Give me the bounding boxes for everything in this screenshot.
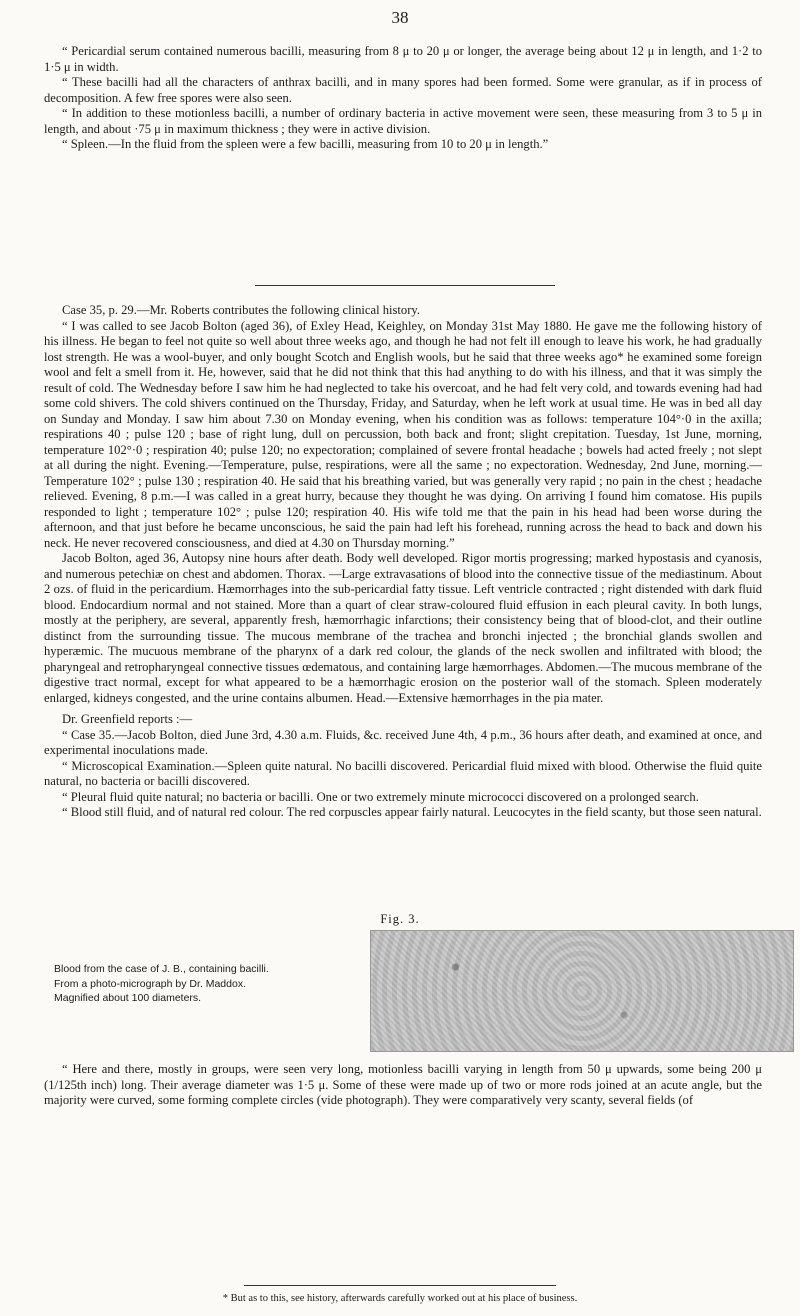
paragraph: “ In addition to these motionless bacilli, a number of ordinary bacteria in active movement were seen, these measuring from 3 to 5 μ in length, and about ·75 μ in maximum thickness ; they were in active division. [44,106,762,136]
footnote: * But as to this, see history, afterwards carefully worked out at his place of business. [222,1293,578,1304]
top-section [44,44,762,153]
paragraph: “ I was called to see Jacob Bolton (aged 36), of Exley Head, Keighley, on Monday 31st May 1880. He gave me the following history of his illness. He began to feel not quite so well about three weeks ago, and though he had not felt ill enough to leave his work, he had gradually lost strength. He was a wool-buyer, and only bought Scotch and English wools, but he said that three weeks ago* he examined some foreign wool and felt a smell from it. He, however, said that he did not think that this had anything to do with his illness, and that it was simply the result of cold. The Wednesday before I saw him he had neglected to take his overcoat, and he had felt very cold, and towards evening had had some cold shivers. The cold shivers continued on the Thursday, Friday, and Saturday, when he left work at usual time. He was in bed all day on Sunday and Monday. I saw him about 7.30 on Monday evening, when his condition was as follows: temperature 104°·0 in the axilla; respirations 40 ; pulse 120 ; base of right lung, dull on percussion, both back and front; slight crepitation. Tuesday, 1st June, morning, temperature 102°·0 ; respiration 40; pulse 120; no expectoration; complained of severe frontal headache ; bowels had acted freely ; not slept at all during the night. Evening.—Temperature, pulse, respirations, were all the same ; no expectoration. Wednesday, 2nd June, morning.—Temperature 102° ; pulse 130 ; respiration 40. He said that his breathing varied, but was generally very rapid ; no pain in the chest ; headache relieved. Evening, 8 p.m.—I was called in a great hurry, because they thought he was dying. On arriving I found him comatose. His pupils responded to light ; temperature 102° ; pulse 120; respiration 40. His wife told me that the pain in his head had been worse during the afternoon, and that just before he became unconscious, he said the pain had left his forehead, running across the head to back and down his neck. He never recovered consciousness, and died at 4.30 on Thursday morning.” [44,318,762,550]
paragraph: “ These bacilli had all the characters of anthrax bacilli, and in many spores had been formed. Some were granular, as if in process of decomposition. A few free spores were also seen. [44,75,762,105]
bottom-section [44,1062,762,1109]
paragraph: “ Case 35.—Jacob Bolton, died June 3rd, 4.30 a.m. Fluids, &c. received June 4th, 4 p.m., 36 hours after death, and examined at once, and experimental inoculations made. [44,727,762,757]
figure-label: Fig. 3. [380,912,420,926]
section-divider [255,285,555,286]
micrograph-image [370,930,794,1052]
paragraph: “ Spleen.—In the fluid from the spleen were a few bacilli, measuring from 10 to 20 μ in length.” [62,137,549,151]
paragraph: “ Blood still fluid, and of natural red colour. The red corpuscles appear fairly natural. Leucocytes in the field scanty, but those seen natural. [62,805,762,819]
caption-line: From a photo-micrograph by Dr. Maddox. [54,977,246,990]
paragraph: “ Pleural fluid quite natural; no bacteria or bacilli. One or two extremely minute micrococci discovered on a prolonged search. [62,789,699,804]
figure-caption [54,962,374,1006]
paragraph: Jacob Bolton, aged 36, Autopsy nine hours after death. Body well developed. Rigor mortis progressing; marked hypostasis and cyanosis, and numerous petechiæ on chest and abdomen. Thorax. —Large extravasations of blood into the connective tissue of the mediastinum. About 2 ozs. of fluid in the pericardium. Hæmorrhages into the sub-pericardial fatty tissue. Left ventricle contracted ; right distended with dark fluid blood. Endocardium normal and not stained. More than a quart of clear straw-coloured fluid effusion in each pleural cavity. In both lungs, mostly at the periphery, are several, apparently fresh, hæmorrhagic infarctions; their consistency being that of blood-clot, and their outline distinct from the surrounding tissue. The mucous membrane of the trachea and bronchi injected ; the bronchial glands swollen and hyperæmic. The mucuous membrane of the pharynx of a dark red colour, the glands of the neck swollen and infiltrated with blood; the pharyngeal and retropharyngeal connective tissues œdematous, and containing large hæmorrhages. Abdomen.—The mucous membrane of the digestive tract normal, except for what appeared to be a hæmorrhagic erosion on the posterior wall of the stomach. Spleen moderately enlarged, kidneys congested, and the urine contains albumen. Head.—Extensive hæmorrhages in the pia mater. [44,551,762,705]
footnote-divider [244,1285,556,1286]
page-number: 38 [391,8,409,27]
case-section [44,303,762,821]
paragraph: Dr. Greenfield reports :— [62,712,193,726]
caption-line: Magnified about 100 diameters. [54,992,202,1004]
caption-line: Blood from the case of J. B., containing bacilli. [54,963,269,975]
paragraph: “ Here and there, mostly in groups, were seen very long, motionless bacilli varying in length from 50 μ upwards, some being 200 μ (1/125th inch) long. Their average diameter was 1·5 μ. Some of these were made up of two or more rods joined at an acute angle, but the majority were curved, some forming complete circles (vide photograph). They were comparatively very scanty, several fields (of [44,1062,762,1107]
paragraph: “ Microscopical Examination.—Spleen quite natural. No bacilli discovered. Pericardial fluid mixed with blood. Otherwise the fluid quite natural, no bacteria or bacilli discovered. [44,758,762,788]
paragraph: Case 35, p. 29.—Mr. Roberts contributes the following clinical history. [62,303,421,317]
paragraph: “ Pericardial serum contained numerous bacilli, measuring from 8 μ to 20 μ or longer, the average being about 12 μ in length, and 1·2 to 1·5 μ in width. [44,44,762,74]
